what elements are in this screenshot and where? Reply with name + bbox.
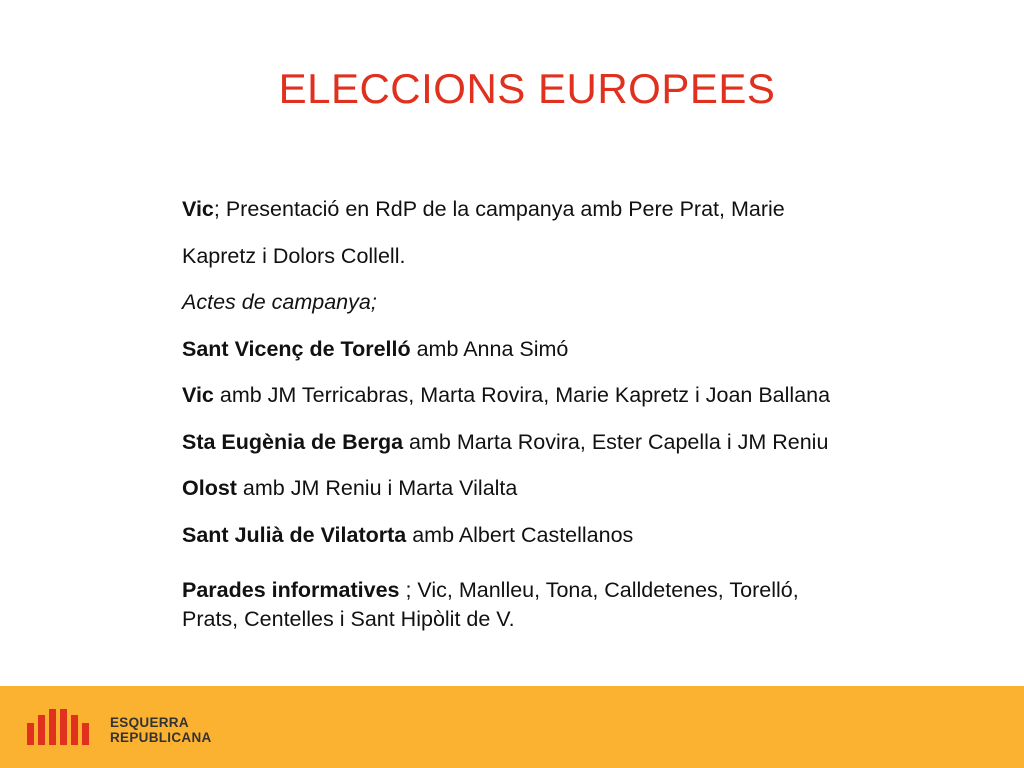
logo-line2: REPUBLICANA [110,730,212,745]
stands-line-cont: Prats, Centelles i Sant Hipòlit de V. [182,607,515,631]
act-item [182,419,982,466]
act-item [182,465,982,512]
intro-place: Vic [182,197,214,221]
intro-line [182,186,982,233]
act-text: amb Anna Simó [410,336,569,361]
acts-heading: Actes de campanya; [182,290,377,314]
footer-bar [0,686,1024,768]
act-place: Olost [182,476,237,500]
act-place: Sant Julià de Vilatorta [182,522,407,547]
stands-label: Parades informatives [182,578,400,602]
act-item [182,512,982,559]
stands-text: ; Vic, Manlleu, Tona, Calldetenes, Torelló, [399,578,799,602]
act-item [182,372,982,419]
act-place: Sta Eugènia de Berga [182,429,404,454]
act-place: Sant Vicenç de Torelló [182,336,411,361]
act-place: Vic [182,383,214,407]
intro-line-cont: Kapretz i Dolors Collell. [182,243,406,268]
act-text: amb JM Reniu i Marta Vilalta [236,476,518,500]
act-item [182,326,982,373]
erc-logo-icon [25,709,97,747]
act-text: amb JM Terricabras, Marta Rovira, Marie Kapretz i Joan Ballana [213,383,831,407]
paragraph-spacer [182,558,982,576]
intro-text: ; Presentació en RdP de la campanya amb Pere Prat, Marie [213,197,785,221]
act-text: amb Marta Rovira, Ester Capella i JM Reniu [403,429,829,454]
logo-wordmark [110,715,212,745]
act-text: amb Albert Castellanos [406,522,634,547]
slide-body [182,186,982,634]
stands-line [182,576,982,605]
slide-title: ELECCIONS EUROPEES [278,65,776,112]
logo-line1: ESQUERRA [110,715,189,730]
